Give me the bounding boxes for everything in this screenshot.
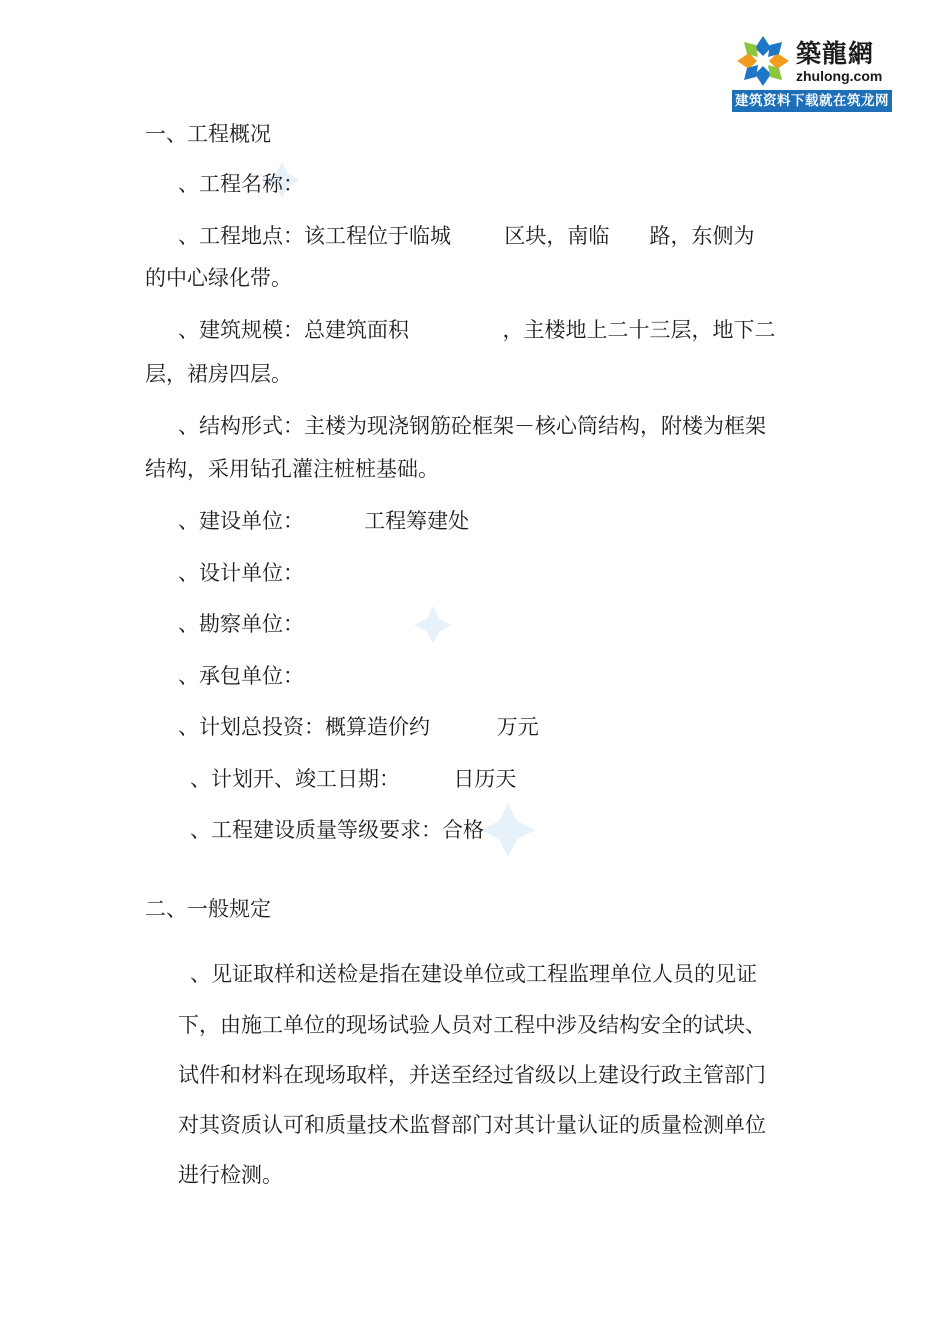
para-line: 对其资质认可和质量技术监督部门对其计量认证的质量检测单位 (178, 1113, 766, 1137)
logo-name: 築龍網 (796, 39, 875, 68)
watermark-snowflake-icon (412, 604, 454, 646)
zhulong-logo (732, 30, 892, 112)
para-line: 进行检测。 (178, 1163, 283, 1187)
item-contractor: 、承包单位： (178, 664, 304, 688)
para-line: 、见证取样和送检是指在建设单位或工程监理单位人员的见证 (190, 962, 757, 986)
section1-heading: 一、工程概况 (145, 122, 271, 146)
logo-domain: zhulong.com (796, 68, 883, 84)
item-schedule: 、计划开、竣工日期： 日历天 (190, 767, 517, 791)
item-location-line2: 的中心绿化带。 (145, 266, 292, 290)
logo-tagline: 建筑资料下载就在筑龙网 (732, 90, 892, 112)
item-quality: 、工程建设质量等级要求：合格 (190, 818, 484, 842)
item-survey: 、勘察单位： (178, 612, 304, 636)
item-designer: 、设计单位： (178, 561, 304, 585)
item-scale-line2: 层，裙房四层。 (145, 362, 292, 386)
logo-top (732, 30, 892, 90)
item-location-line1: 、工程地点：该工程位于临城 区块，南临 路，东侧为 (178, 224, 755, 248)
para-line: 试件和材料在现场取样，并送至经过省级以上建设行政主管部门 (178, 1063, 766, 1087)
item-investment: 、计划总投资：概算造价约 万元 (178, 715, 539, 739)
item-structure-line1: 、结构形式：主楼为现浇钢筋砼框架－核心筒结构，附楼为框架 (178, 414, 766, 438)
item-structure-line2: 结构，采用钻孔灌注桩桩基础。 (145, 457, 439, 481)
item-builder: 、建设单位： 工程筹建处 (178, 509, 470, 533)
snowflake-logo-icon (734, 34, 792, 88)
para-line: 下，由施工单位的现场试验人员对工程中涉及结构安全的试块、 (178, 1013, 766, 1037)
item-scale-line1: 、建筑规模：总建筑面积 ，主楼地上二十三层，地下二 (178, 318, 776, 342)
section2-heading: 二、一般规定 (145, 897, 271, 921)
item-project-name: 、工程名称： (178, 172, 304, 196)
watermark-snowflake-icon (478, 800, 538, 860)
